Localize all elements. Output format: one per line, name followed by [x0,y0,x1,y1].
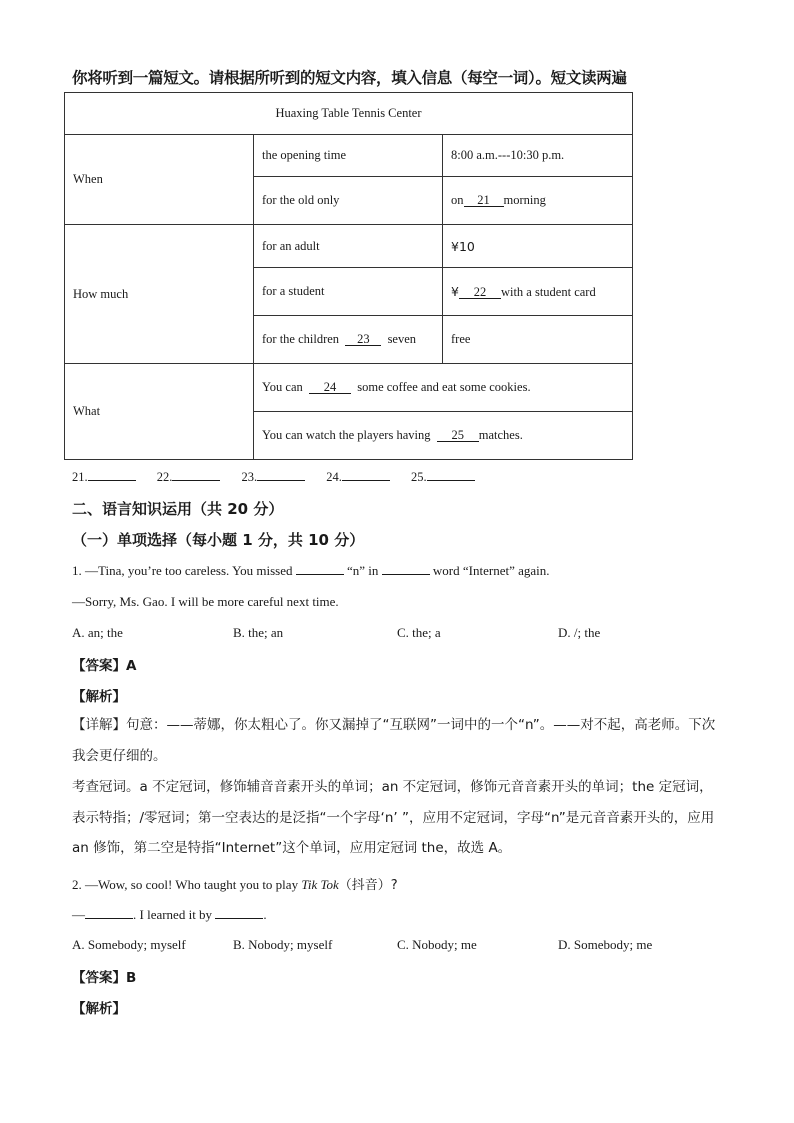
q2-option-d[interactable]: D. Somebody; me [558,937,653,952]
cell-blank-21 [443,177,633,225]
text: — [72,907,85,922]
table-title: Huaxing Table Tennis Center [65,93,633,135]
text: You can watch the players having [262,428,431,442]
row-label-how-much: How much [65,225,254,364]
instruction-heading: 你将听到一篇短文。请根据所听到的短文内容，填入信息（每空一词）。短文读两遍 [72,69,627,87]
q2-line2 [72,906,267,923]
answer-label: 24. [326,470,342,484]
q2-blank-2[interactable] [215,906,263,919]
cell-blank-24-row [254,364,633,412]
text: some coffee and eat some cookies. [357,380,531,394]
q2-option-b[interactable]: B. Nobody; myself [233,937,333,952]
text: . I learned it by [133,907,213,922]
q1-option-b[interactable]: B. the; an [233,625,284,640]
blank-22[interactable]: 22 [459,286,501,299]
answer-line-21[interactable] [88,469,136,481]
answer-label: 22. [156,470,173,484]
text: with a student card [500,284,596,299]
answer-line-25[interactable] [427,469,475,481]
text: matches. [478,428,523,442]
q1-blank-1[interactable] [296,562,344,575]
cell-blank-22 [443,268,633,316]
cell-opening-hours: 8:00 a.m.---10:30 p.m. [443,135,633,177]
q2-answer: 【答案】B [72,970,137,986]
q2-option-a[interactable]: A. Somebody; myself [72,937,186,952]
q1-line1 [72,562,550,579]
blank-21[interactable]: 21 [464,194,504,207]
text: for the children [262,332,340,346]
answer-line-22[interactable] [172,469,220,481]
cell-blank-25-row [254,412,633,460]
cell-adult: for an adult [254,225,443,268]
q1-detail-paragraph-1: 【详解】句意：——蒂娜，你太粗心了。你又漏掉了“互联网”一词中的一个“n”。——对不起，高老师。下次我会更仔细的。 [72,717,716,764]
cell-old-only: for the old only [254,177,443,225]
q2-analysis-label: 【解析】 [72,1001,126,1017]
text: on [451,193,464,207]
q1-answer: 【答案】A [72,658,137,674]
q1-option-a[interactable]: A. an; the [72,625,123,640]
text: word “Internet” again. [432,563,550,578]
text: seven [387,332,417,346]
blank-23[interactable]: 23 [345,333,381,346]
cell-children [254,316,443,364]
q2-option-c[interactable]: C. Nobody; me [397,937,477,952]
row-label-what: What [65,364,254,460]
q1-option-d[interactable]: D. /; the [558,625,601,640]
q1-line2: —Sorry, Ms. Gao. I will be more careful next time. [72,594,339,609]
text: 1. —Tina, you’re too careless. You missed [72,563,293,578]
text: morning [503,193,546,207]
q2-line1 [72,874,398,893]
cell-opening-time: the opening time [254,135,443,177]
text: 2. —Wow, so cool! Who taught you to play [72,877,299,892]
info-table [64,92,633,460]
answer-label: 23. [241,470,258,484]
subsection-title: （一）单项选择（每小题 1 分，共 10 分） [72,531,365,549]
section-title: 二、语言知识运用（共 20 分） [72,500,284,518]
cell-adult-price: ¥10 [443,225,633,268]
answer-line-24[interactable] [342,469,390,481]
q1-detail-paragraph-2: 考查冠词。a 不定冠词，修饰辅音音素开头的单词；an 不定冠词，修饰元音音素开头的单词；the 定冠词，表示特指；/零冠词；第一空表达的是泛指“一个字母‘n’ ”，应用不定冠词，字母“n”是元音音素开头的，应用 an 修饰，第二空是特指“Internet”这个单词，应用定冠词 the，故选 A。 [72,779,715,856]
text: ¥ [451,283,459,299]
row-label-when: When [65,135,254,225]
text: . [263,907,267,922]
answer-line-23[interactable] [257,469,305,481]
answer-label: 25. [411,470,427,484]
cell-student: for a student [254,268,443,316]
text-italic: Tik Tok [301,877,339,892]
q1-analysis-label: 【解析】 [72,689,126,705]
answer-lines [72,469,493,485]
q1-blank-2[interactable] [382,562,430,575]
cell-children-price: free [443,316,633,364]
q2-blank-1[interactable] [85,906,133,919]
blank-24[interactable]: 24 [309,381,351,394]
text: You can [262,380,303,394]
q1-option-c[interactable]: C. the; a [397,625,441,640]
text: “n” in [347,563,379,578]
answer-label: 21. [72,470,88,484]
blank-25[interactable]: 25 [437,429,479,442]
text: （抖音）? [338,878,398,893]
